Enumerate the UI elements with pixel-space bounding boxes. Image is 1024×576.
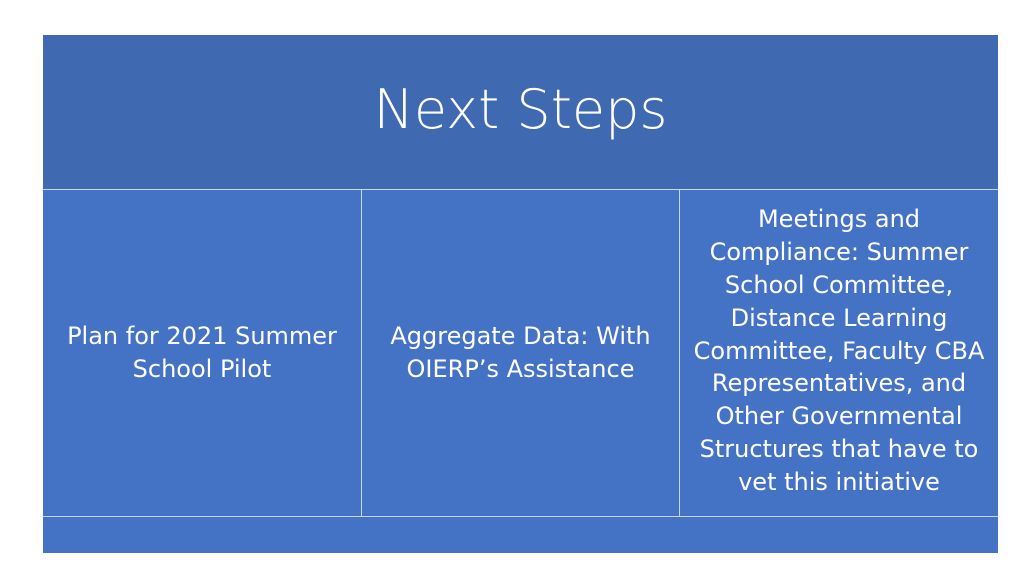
step-text: Aggregate Data: With OIERP’s Assistance <box>390 322 651 383</box>
step-text: Meetings and Compliance: Summer School Committee, Distance Learning Committee, Faculty CBA Representatives, and Other Governmental Structures that have to vet this initiative <box>693 205 985 496</box>
table-header <box>43 35 998 189</box>
step-cell-meetings-compliance <box>679 190 998 516</box>
steps-row <box>43 189 998 517</box>
step-cell-summer-school-pilot <box>43 190 361 516</box>
step-text: Plan for 2021 Summer School Pilot <box>67 322 337 383</box>
next-steps-table <box>43 35 998 553</box>
table-footer-bar <box>43 517 998 553</box>
step-cell-aggregate-data <box>361 190 679 516</box>
slide-title: Next Steps <box>373 77 668 141</box>
